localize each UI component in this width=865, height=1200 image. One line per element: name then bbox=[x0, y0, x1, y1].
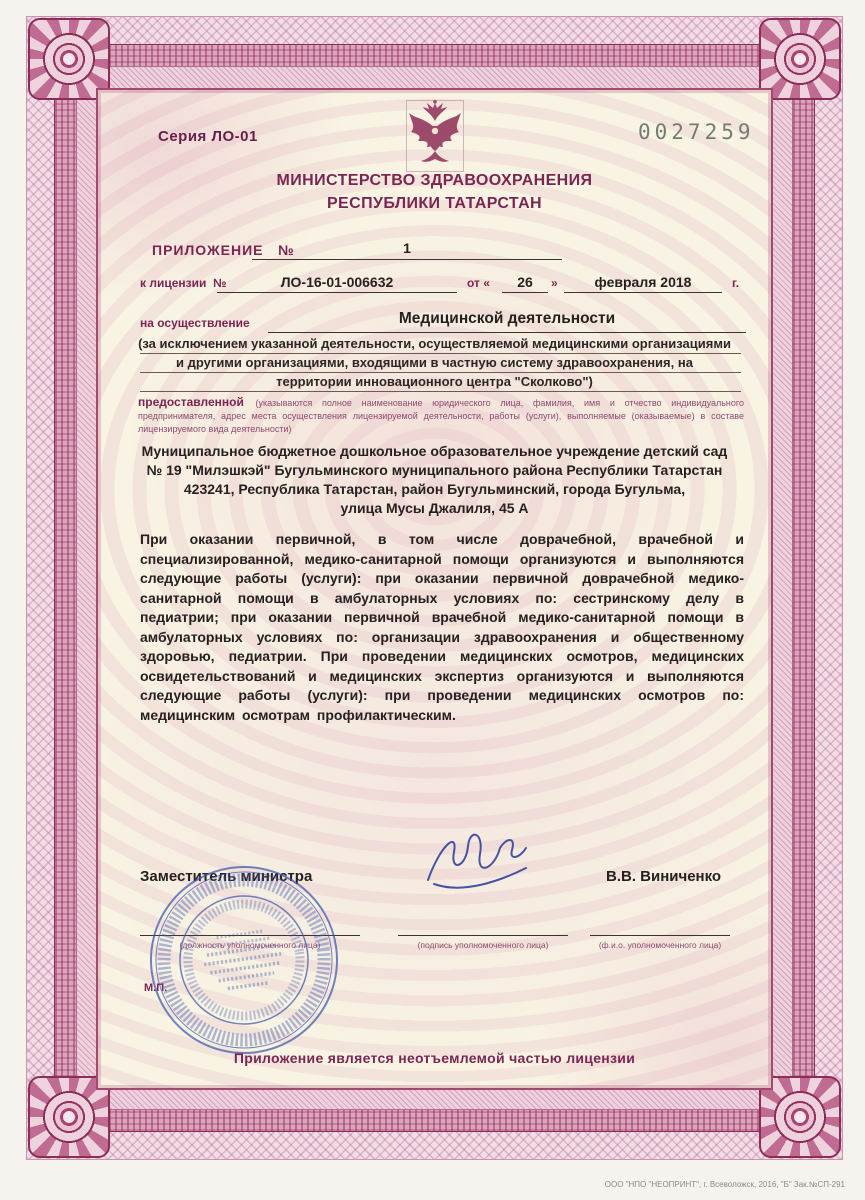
seal-place-mark: М.П. bbox=[144, 982, 168, 994]
date-year-suffix: г. bbox=[732, 276, 740, 290]
activity-label: на осуществление bbox=[140, 316, 250, 330]
granted-note bbox=[138, 396, 744, 435]
organization-line2: № 19 "Милэшкэй" Бугульминского муниципального района Республики Татарстан bbox=[146, 462, 723, 478]
note-line2-rule bbox=[140, 372, 741, 373]
license-number: ЛО-16-01-006632 bbox=[280, 274, 394, 290]
printing-house-info: ООО "НПО "НЕОПРИНТ", г. Всеволожск, 2016, "Б" Зак.№СП-291 bbox=[604, 1180, 845, 1189]
organization-line1: Муниципальное бюджетное дошкольное образовательное учреждение детский сад bbox=[141, 443, 728, 459]
license-number-line bbox=[217, 292, 457, 293]
granted-note-text: (указываются полное наименование юридического лица, фамилия, имя и отчество индивидуального предпринимателя, адрес места осуществления лицензируемой деятельности, работы (услуги), выполняемые (оказываемые) в составе лицензируемого вида деятельности) bbox=[138, 398, 744, 434]
annex-label: ПРИЛОЖЕНИЕ № bbox=[152, 242, 295, 258]
serial-number: 0027259 bbox=[638, 120, 755, 144]
activity-note-line1: (за исключением указанной деятельности, осуществляемой медицинскими организациями bbox=[138, 336, 731, 351]
note-line1-rule bbox=[140, 353, 741, 354]
coat-of-arms-icon bbox=[406, 100, 464, 172]
license-label: к лицензии № bbox=[140, 276, 227, 290]
date-quote-close: » bbox=[551, 276, 558, 290]
date-from-label: от « bbox=[467, 276, 490, 290]
signature-icon bbox=[414, 818, 554, 898]
annex-number-line bbox=[252, 259, 562, 260]
ministry-title-line2: РЕСПУБЛИКИ ТАТАРСТАН bbox=[326, 195, 543, 212]
caption-name: (ф.и.о. уполномоченного лица) bbox=[598, 940, 722, 950]
date-day: 26 bbox=[517, 274, 533, 290]
annex-number: 1 bbox=[403, 240, 411, 256]
granted-label: предоставленной bbox=[138, 395, 244, 409]
services-paragraph: При оказании первичной, в том числе доврачебной, врачебной и специализированной, медико-санитарной помощи организуются и выполняются следующие работы (услуги): при оказании первичной доврачебной медико-санитарной помощи в амбулаторных условиях по: сестринскому делу в педиатрии; при оказании первичной врачебной медико-санитарной помощи в амбулаторных условиях по: организации здравоохранения и общественному здоровью, педиатрии. При проведении медицинских осмотров, медицинских освидетельствований и медицинских экспертиз организуются и выполняются следующие работы (услуги): при проведении медицинских осмотров по: медицинским осмотрам профилактическим. bbox=[140, 531, 744, 723]
caption-signature: (подпись уполномоченного лица) bbox=[417, 940, 549, 950]
caption-position: (должность уполномоченного лица) bbox=[179, 940, 321, 950]
organization-line4: улица Мусы Джалиля, 45 А bbox=[340, 500, 529, 516]
activity-note-line2: и другими организациями, входящими в частную систему здравоохранения, на bbox=[176, 355, 693, 370]
document-body bbox=[96, 88, 773, 1090]
activity-note-line3: территории инновационного центра "Сколково") bbox=[276, 374, 593, 389]
name-field-line bbox=[590, 935, 730, 936]
official-seal-icon bbox=[133, 849, 354, 1070]
organization-line3: 423241, Республика Татарстан, район Бугульминский, города Бугульма, bbox=[183, 481, 686, 497]
series-label: Серия ЛО-01 bbox=[158, 128, 258, 145]
signature-field-line bbox=[398, 935, 568, 936]
footer-statement: Приложение является неотъемлемой частью лицензии bbox=[233, 1050, 636, 1066]
date-day-line bbox=[502, 292, 548, 293]
signer-position: Заместитель министра bbox=[140, 868, 313, 885]
ministry-title-line1: МИНИСТЕРСТВО ЗДРАВООХРАНЕНИЯ bbox=[276, 172, 593, 189]
signer-name: В.В. Виниченко bbox=[606, 868, 722, 885]
date-month-year: февраля 2018 bbox=[594, 274, 692, 290]
activity-title-line bbox=[268, 332, 746, 333]
date-line bbox=[564, 292, 722, 293]
note-line3-rule bbox=[140, 391, 741, 392]
activity-title: Медицинской деятельности bbox=[398, 310, 616, 327]
